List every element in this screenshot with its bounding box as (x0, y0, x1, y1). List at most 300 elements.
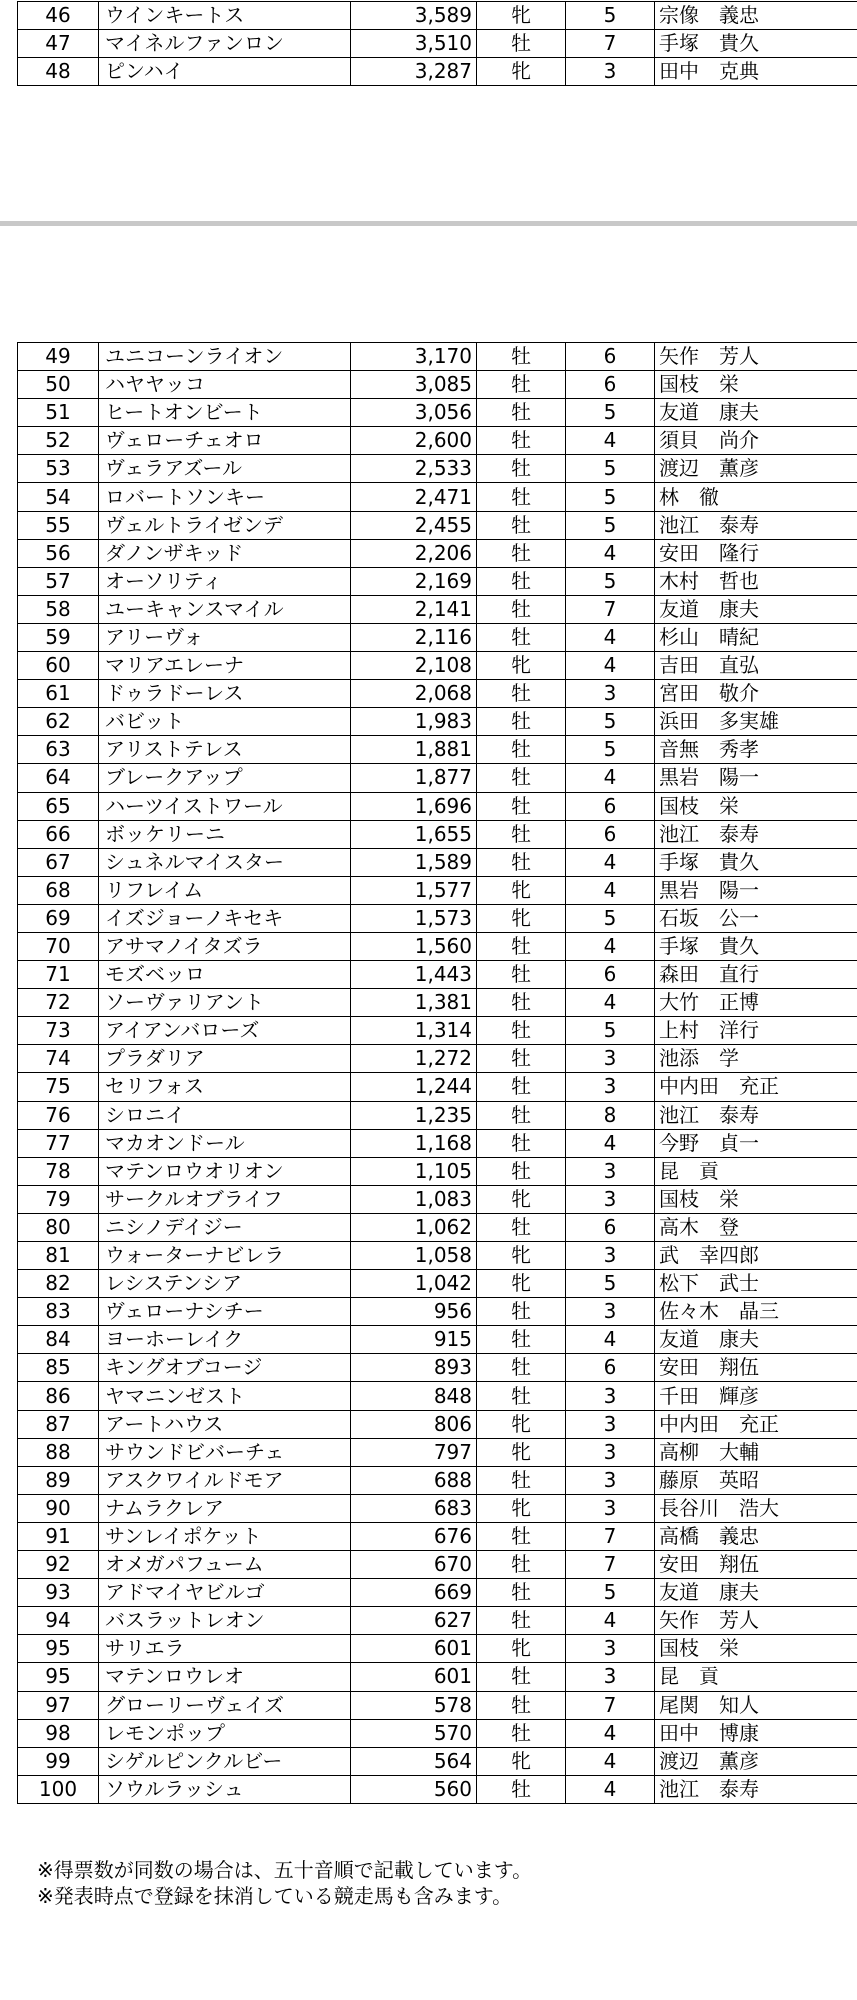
trainer-cell: 中内田 充正 (655, 1410, 857, 1438)
votes-cell: 669 (351, 1579, 477, 1607)
rank-cell: 92 (18, 1551, 99, 1579)
age-cell: 6 (566, 792, 655, 820)
votes-cell: 2,169 (351, 567, 477, 595)
trainer-cell: 渡辺 薫彦 (655, 1747, 857, 1775)
trainer-cell: 池江 泰寿 (655, 1101, 857, 1129)
trainer-cell: 森田 直行 (655, 961, 857, 989)
trainer-cell: 今野 貞一 (655, 1129, 857, 1157)
votes-cell: 2,600 (351, 427, 477, 455)
rank-cell: 53 (18, 455, 99, 483)
votes-cell: 1,083 (351, 1185, 477, 1213)
trainer-cell: 石坂 公一 (655, 904, 857, 932)
rank-cell: 82 (18, 1270, 99, 1298)
sex-cell: 牡 (477, 1466, 566, 1494)
table-row (18, 764, 857, 792)
trainer-cell: 友道 康夫 (655, 399, 857, 427)
name-cell: オメガパフューム (99, 1551, 351, 1579)
sex-cell: 牡 (477, 1775, 566, 1803)
age-cell: 3 (566, 680, 655, 708)
age-cell: 7 (566, 1691, 655, 1719)
age-cell: 6 (566, 371, 655, 399)
sex-cell: 牡 (477, 1579, 566, 1607)
sex-cell: 牡 (477, 1045, 566, 1073)
trainer-cell: 手塚 貴久 (655, 848, 857, 876)
votes-cell: 3,085 (351, 371, 477, 399)
age-cell: 7 (566, 595, 655, 623)
votes-cell: 1,272 (351, 1045, 477, 1073)
name-cell: マリアエレーナ (99, 652, 351, 680)
rank-cell: 72 (18, 989, 99, 1017)
rank-cell: 65 (18, 792, 99, 820)
table-row (18, 792, 857, 820)
table-row (18, 932, 857, 960)
trainer-cell: 佐々木 晶三 (655, 1298, 857, 1326)
votes-cell: 915 (351, 1326, 477, 1354)
rank-cell: 68 (18, 876, 99, 904)
votes-cell: 3,056 (351, 399, 477, 427)
age-cell: 5 (566, 1270, 655, 1298)
footnotes (37, 1857, 532, 1909)
table-row (18, 427, 857, 455)
rank-cell: 87 (18, 1410, 99, 1438)
name-cell: ユニコーンライオン (99, 343, 351, 371)
votes-cell: 2,455 (351, 511, 477, 539)
name-cell: アイアンバローズ (99, 1017, 351, 1045)
trainer-cell: 千田 輝彦 (655, 1382, 857, 1410)
sex-cell: 牡 (477, 932, 566, 960)
trainer-cell: 国枝 栄 (655, 1185, 857, 1213)
table-row (18, 58, 857, 86)
table-row (18, 708, 857, 736)
name-cell: サークルオブライフ (99, 1185, 351, 1213)
votes-cell: 2,533 (351, 455, 477, 483)
sex-cell: 牡 (477, 30, 566, 58)
rank-cell: 57 (18, 567, 99, 595)
table-row (18, 1775, 857, 1803)
age-cell: 4 (566, 652, 655, 680)
name-cell: ブレークアップ (99, 764, 351, 792)
table-row (18, 904, 857, 932)
name-cell: バビット (99, 708, 351, 736)
age-cell: 5 (566, 904, 655, 932)
rank-cell: 66 (18, 820, 99, 848)
table-row (18, 652, 857, 680)
age-cell: 4 (566, 764, 655, 792)
trainer-cell: 池江 泰寿 (655, 511, 857, 539)
sex-cell: 牝 (477, 1438, 566, 1466)
votes-cell: 1,244 (351, 1073, 477, 1101)
age-cell: 3 (566, 58, 655, 86)
age-cell: 3 (566, 1157, 655, 1185)
table-row (18, 1635, 857, 1663)
votes-cell: 560 (351, 1775, 477, 1803)
age-cell: 3 (566, 1185, 655, 1213)
trainer-cell: 田中 克典 (655, 58, 857, 86)
age-cell: 4 (566, 848, 655, 876)
name-cell: サンレイポケット (99, 1522, 351, 1550)
age-cell: 4 (566, 989, 655, 1017)
rank-cell: 88 (18, 1438, 99, 1466)
table-row (18, 1326, 857, 1354)
age-cell: 5 (566, 455, 655, 483)
rank-cell: 84 (18, 1326, 99, 1354)
age-cell: 3 (566, 1635, 655, 1663)
votes-cell: 1,560 (351, 932, 477, 960)
table-row (18, 1213, 857, 1241)
rank-cell: 67 (18, 848, 99, 876)
table-row (18, 371, 857, 399)
rank-cell: 91 (18, 1522, 99, 1550)
age-cell: 3 (566, 1242, 655, 1270)
table-row (18, 1129, 857, 1157)
trainer-cell: 高柳 大輔 (655, 1438, 857, 1466)
rank-cell: 83 (18, 1298, 99, 1326)
name-cell: ユーキャンスマイル (99, 595, 351, 623)
votes-cell: 1,881 (351, 736, 477, 764)
rank-cell: 75 (18, 1073, 99, 1101)
name-cell: モズベッロ (99, 961, 351, 989)
footnote-tie-order: ※得票数が同数の場合は、五十音順で記載しています。 (37, 1858, 533, 1882)
ranking-table-top (17, 1, 857, 86)
table-row (18, 1494, 857, 1522)
trainer-cell: 池添 学 (655, 1045, 857, 1073)
name-cell: ニシノデイジー (99, 1213, 351, 1241)
rank-cell: 95 (18, 1663, 99, 1691)
table-row (18, 820, 857, 848)
sex-cell: 牡 (477, 595, 566, 623)
table-row (18, 343, 857, 371)
table-row (18, 623, 857, 651)
trainer-cell: 渡辺 薫彦 (655, 455, 857, 483)
votes-cell: 578 (351, 1691, 477, 1719)
rank-cell: 49 (18, 343, 99, 371)
rank-cell: 52 (18, 427, 99, 455)
age-cell: 6 (566, 820, 655, 848)
sex-cell: 牡 (477, 792, 566, 820)
sex-cell: 牡 (477, 567, 566, 595)
name-cell: ソウルラッシュ (99, 1775, 351, 1803)
name-cell: ヨーホーレイク (99, 1326, 351, 1354)
trainer-cell: 武 幸四郎 (655, 1242, 857, 1270)
votes-cell: 627 (351, 1607, 477, 1635)
votes-cell: 1,983 (351, 708, 477, 736)
sex-cell: 牝 (477, 1242, 566, 1270)
footnote-retired-horses: ※発表時点で登録を抹消している競走馬も含みます。 (37, 1884, 513, 1908)
rank-cell: 55 (18, 511, 99, 539)
age-cell: 3 (566, 1045, 655, 1073)
age-cell: 5 (566, 399, 655, 427)
votes-cell: 2,206 (351, 539, 477, 567)
age-cell: 6 (566, 343, 655, 371)
trainer-cell: 浜田 多実雄 (655, 708, 857, 736)
table-row (18, 1045, 857, 1073)
trainer-cell: 杉山 晴紀 (655, 623, 857, 651)
trainer-cell: 国枝 栄 (655, 1635, 857, 1663)
trainer-cell: 田中 博康 (655, 1719, 857, 1747)
sex-cell: 牡 (477, 1663, 566, 1691)
votes-cell: 3,510 (351, 30, 477, 58)
name-cell: アドマイヤビルゴ (99, 1579, 351, 1607)
table-row (18, 511, 857, 539)
sex-cell: 牡 (477, 343, 566, 371)
name-cell: セリフォス (99, 1073, 351, 1101)
table-row (18, 1551, 857, 1579)
table-row (18, 1354, 857, 1382)
sex-cell: 牡 (477, 427, 566, 455)
sex-cell: 牡 (477, 1326, 566, 1354)
sex-cell: 牡 (477, 1719, 566, 1747)
rank-cell: 70 (18, 932, 99, 960)
sex-cell: 牡 (477, 1551, 566, 1579)
votes-cell: 2,141 (351, 595, 477, 623)
trainer-cell: 黒岩 陽一 (655, 876, 857, 904)
name-cell: グローリーヴェイズ (99, 1691, 351, 1719)
age-cell: 4 (566, 1607, 655, 1635)
name-cell: ヴェローチェオロ (99, 427, 351, 455)
name-cell: ハヤヤッコ (99, 371, 351, 399)
sex-cell: 牡 (477, 455, 566, 483)
name-cell: アサマノイタズラ (99, 932, 351, 960)
name-cell: ウォーターナビレラ (99, 1242, 351, 1270)
rank-cell: 85 (18, 1354, 99, 1382)
sex-cell: 牡 (477, 483, 566, 511)
sex-cell: 牝 (477, 1494, 566, 1522)
age-cell: 4 (566, 1719, 655, 1747)
trainer-cell: 安田 翔伍 (655, 1551, 857, 1579)
sex-cell: 牡 (477, 1298, 566, 1326)
table-row (18, 539, 857, 567)
table-row (18, 1663, 857, 1691)
name-cell: シゲルピンクルビー (99, 1747, 351, 1775)
table-row (18, 399, 857, 427)
age-cell: 4 (566, 876, 655, 904)
trainer-cell: 友道 康夫 (655, 1579, 857, 1607)
rank-cell: 73 (18, 1017, 99, 1045)
name-cell: シュネルマイスター (99, 848, 351, 876)
name-cell: プラダリア (99, 1045, 351, 1073)
trainer-cell: 手塚 貴久 (655, 30, 857, 58)
sex-cell: 牡 (477, 961, 566, 989)
sex-cell: 牡 (477, 736, 566, 764)
rank-cell: 95 (18, 1635, 99, 1663)
votes-cell: 670 (351, 1551, 477, 1579)
trainer-cell: 長谷川 浩大 (655, 1494, 857, 1522)
table-row (18, 567, 857, 595)
age-cell: 5 (566, 1017, 655, 1045)
sex-cell: 牡 (477, 989, 566, 1017)
sex-cell: 牝 (477, 1635, 566, 1663)
table-row (18, 2, 857, 30)
table-row (18, 1101, 857, 1129)
rank-cell: 47 (18, 30, 99, 58)
age-cell: 5 (566, 2, 655, 30)
table-row (18, 1157, 857, 1185)
trainer-cell: 高木 登 (655, 1213, 857, 1241)
rank-cell: 77 (18, 1129, 99, 1157)
rank-cell: 63 (18, 736, 99, 764)
age-cell: 3 (566, 1438, 655, 1466)
sex-cell: 牝 (477, 1185, 566, 1213)
votes-cell: 848 (351, 1382, 477, 1410)
table-row (18, 595, 857, 623)
votes-cell: 3,589 (351, 2, 477, 30)
rank-cell: 89 (18, 1466, 99, 1494)
trainer-cell: 音無 秀孝 (655, 736, 857, 764)
votes-cell: 1,381 (351, 989, 477, 1017)
name-cell: アリストテレス (99, 736, 351, 764)
trainer-cell: 大竹 正博 (655, 989, 857, 1017)
rank-cell: 54 (18, 483, 99, 511)
votes-cell: 1,696 (351, 792, 477, 820)
table-row (18, 1466, 857, 1494)
sex-cell: 牡 (477, 623, 566, 651)
age-cell: 5 (566, 483, 655, 511)
table-row (18, 1185, 857, 1213)
sex-cell: 牡 (477, 848, 566, 876)
table-row (18, 1410, 857, 1438)
rank-cell: 76 (18, 1101, 99, 1129)
age-cell: 7 (566, 30, 655, 58)
sex-cell: 牡 (477, 1691, 566, 1719)
table-row (18, 1382, 857, 1410)
votes-cell: 2,471 (351, 483, 477, 511)
name-cell: ピンハイ (99, 58, 351, 86)
votes-cell: 1,443 (351, 961, 477, 989)
trainer-cell: 木村 哲也 (655, 567, 857, 595)
trainer-cell: 安田 翔伍 (655, 1354, 857, 1382)
name-cell: ソーヴァリアント (99, 989, 351, 1017)
age-cell: 6 (566, 961, 655, 989)
trainer-cell: 矢作 芳人 (655, 1607, 857, 1635)
name-cell: バスラットレオン (99, 1607, 351, 1635)
sex-cell: 牝 (477, 1410, 566, 1438)
name-cell: ナムラクレア (99, 1494, 351, 1522)
table-row (18, 1719, 857, 1747)
rank-cell: 58 (18, 595, 99, 623)
table-row (18, 1298, 857, 1326)
votes-cell: 564 (351, 1747, 477, 1775)
age-cell: 4 (566, 1129, 655, 1157)
age-cell: 8 (566, 1101, 655, 1129)
sex-cell: 牡 (477, 1129, 566, 1157)
name-cell: ドゥラドーレス (99, 680, 351, 708)
votes-cell: 1,062 (351, 1213, 477, 1241)
name-cell: レシステンシア (99, 1270, 351, 1298)
trainer-cell: 宮田 敬介 (655, 680, 857, 708)
votes-cell: 1,314 (351, 1017, 477, 1045)
votes-cell: 2,108 (351, 652, 477, 680)
name-cell: マテンロウオリオン (99, 1157, 351, 1185)
age-cell: 3 (566, 1073, 655, 1101)
name-cell: ダノンザキッド (99, 539, 351, 567)
name-cell: アスクワイルドモア (99, 1466, 351, 1494)
votes-cell: 1,235 (351, 1101, 477, 1129)
votes-cell: 688 (351, 1466, 477, 1494)
age-cell: 7 (566, 1551, 655, 1579)
name-cell: キングオブコージ (99, 1354, 351, 1382)
age-cell: 3 (566, 1382, 655, 1410)
name-cell: ロバートソンキー (99, 483, 351, 511)
votes-cell: 3,287 (351, 58, 477, 86)
rank-cell: 51 (18, 399, 99, 427)
rank-cell: 46 (18, 2, 99, 30)
votes-cell: 806 (351, 1410, 477, 1438)
rank-cell: 74 (18, 1045, 99, 1073)
sex-cell: 牡 (477, 1213, 566, 1241)
age-cell: 5 (566, 1579, 655, 1607)
age-cell: 3 (566, 1298, 655, 1326)
trainer-cell: 高橋 義忠 (655, 1522, 857, 1550)
trainer-cell: 国枝 栄 (655, 371, 857, 399)
age-cell: 7 (566, 1522, 655, 1550)
votes-cell: 1,573 (351, 904, 477, 932)
age-cell: 4 (566, 427, 655, 455)
rank-cell: 90 (18, 1494, 99, 1522)
table-row (18, 876, 857, 904)
rank-cell: 78 (18, 1157, 99, 1185)
name-cell: アートハウス (99, 1410, 351, 1438)
votes-cell: 1,042 (351, 1270, 477, 1298)
sex-cell: 牡 (477, 1073, 566, 1101)
table-row (18, 1579, 857, 1607)
trainer-cell: 手塚 貴久 (655, 932, 857, 960)
sex-cell: 牡 (477, 1382, 566, 1410)
name-cell: マテンロウレオ (99, 1663, 351, 1691)
name-cell: サウンドビバーチェ (99, 1438, 351, 1466)
age-cell: 5 (566, 567, 655, 595)
rank-cell: 93 (18, 1579, 99, 1607)
age-cell: 5 (566, 736, 655, 764)
trainer-cell: 池江 泰寿 (655, 820, 857, 848)
votes-cell: 1,589 (351, 848, 477, 876)
rank-cell: 62 (18, 708, 99, 736)
table-row (18, 1691, 857, 1719)
sex-cell: 牡 (477, 708, 566, 736)
votes-cell: 1,577 (351, 876, 477, 904)
votes-cell: 1,105 (351, 1157, 477, 1185)
trainer-cell: 安田 隆行 (655, 539, 857, 567)
trainer-cell: 尾関 知人 (655, 1691, 857, 1719)
trainer-cell: 松下 武士 (655, 1270, 857, 1298)
name-cell: ウインキートス (99, 2, 351, 30)
name-cell: オーソリティ (99, 567, 351, 595)
name-cell: マカオンドール (99, 1129, 351, 1157)
trainer-cell: 国枝 栄 (655, 792, 857, 820)
trainer-cell: 須貝 尚介 (655, 427, 857, 455)
sex-cell: 牝 (477, 1270, 566, 1298)
sex-cell: 牡 (477, 1354, 566, 1382)
table-row (18, 1607, 857, 1635)
table-row (18, 736, 857, 764)
name-cell: ヒートオンビート (99, 399, 351, 427)
sex-cell: 牡 (477, 399, 566, 427)
rank-cell: 61 (18, 680, 99, 708)
age-cell: 3 (566, 1466, 655, 1494)
table-row (18, 30, 857, 58)
trainer-cell: 吉田 直弘 (655, 652, 857, 680)
votes-cell: 676 (351, 1522, 477, 1550)
age-cell: 5 (566, 708, 655, 736)
name-cell: ヴェルトライゼンデ (99, 511, 351, 539)
votes-cell: 601 (351, 1663, 477, 1691)
trainer-cell: 友道 康夫 (655, 1326, 857, 1354)
rank-cell: 94 (18, 1607, 99, 1635)
page-divider (0, 221, 857, 226)
votes-cell: 1,058 (351, 1242, 477, 1270)
rank-cell: 97 (18, 1691, 99, 1719)
rank-cell: 60 (18, 652, 99, 680)
votes-cell: 570 (351, 1719, 477, 1747)
